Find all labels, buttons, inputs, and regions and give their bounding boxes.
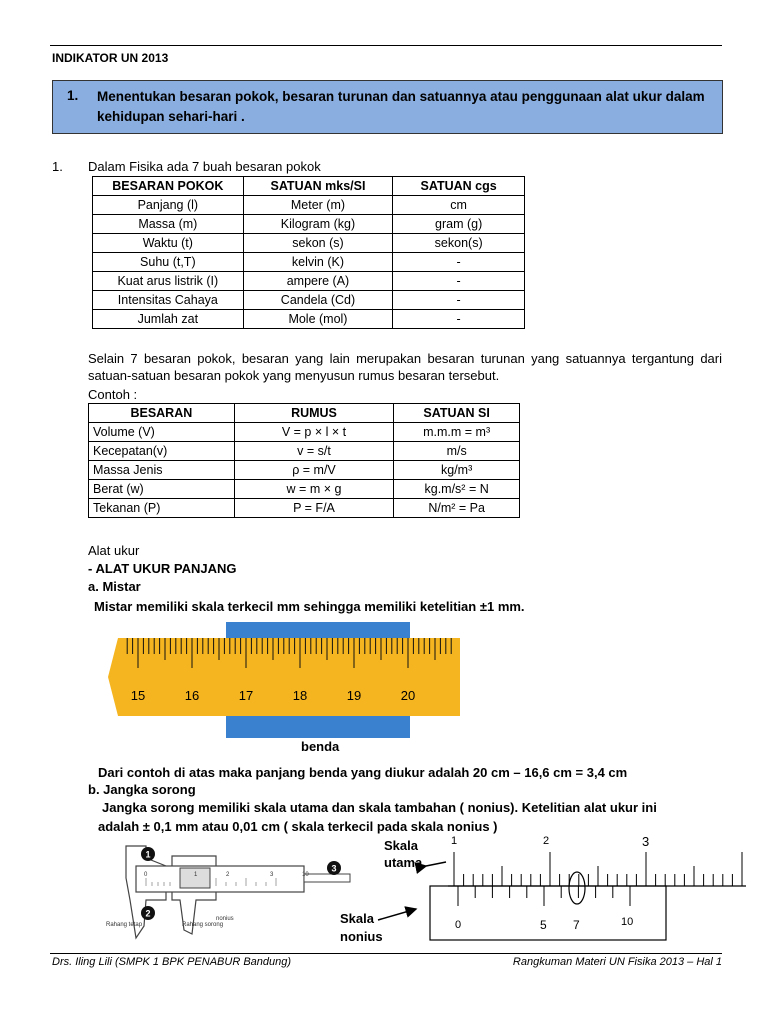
scale-1-label: 1: [194, 872, 198, 878]
table-cell: Volume (V): [89, 423, 235, 442]
skala-utama-label-1: Skala: [384, 838, 418, 853]
table-cell: Intensitas Cahaya: [93, 291, 244, 310]
measuring-subtitle: - ALAT UKUR PANJANG: [88, 561, 237, 576]
table-row: [93, 291, 525, 310]
indicator-text: Menentukan besaran pokok, besaran turunan dan satuannya atau penggunaan alat ukur dalam kehidupan sehari-hari .: [97, 89, 705, 124]
table-row: [89, 461, 520, 480]
table-cell: sekon (s): [243, 234, 393, 253]
footer-left: Drs. Iling Lili (SMPK 1 BPK PENABUR Bandung): [52, 956, 292, 968]
section-number: 1.: [52, 159, 63, 174]
footer-right: Rangkuman Materi UN Fisika 2013 – Hal 1: [512, 956, 722, 968]
mistar-title: a. Mistar: [88, 579, 141, 594]
ruler-label: 17: [238, 688, 254, 703]
table-cell: w = m × g: [234, 480, 394, 499]
table-cell: kg/m³: [394, 461, 520, 480]
measuring-title: Alat ukur: [88, 543, 140, 558]
ruler-figure: [108, 620, 460, 740]
nonius-number-7: 7: [573, 918, 580, 932]
nonius-label: nonius: [216, 916, 234, 922]
sorong-title: b. Jangka sorong: [88, 782, 196, 797]
table-row: [89, 442, 520, 461]
derived-quantities-table: [88, 403, 520, 518]
table-header-row: [89, 404, 520, 423]
indicator-box: [52, 80, 723, 134]
section-intro: Dalam Fisika ada 7 buah besaran pokok: [88, 159, 321, 174]
table-cell: ampere (A): [243, 272, 393, 291]
derived-intro: Selain 7 besaran pokok, besaran yang lain merupakan besaran turunan yang satuannya tergantung dari satuan-satuan besaran pokok yang menyusun rumus besaran tersebut.: [88, 351, 722, 383]
nonius-frame: [430, 886, 666, 940]
table-cell: ρ = m/V: [234, 461, 394, 480]
table-cell: Suhu (t,T): [93, 253, 244, 272]
table-cell: sekon(s): [393, 234, 525, 253]
table-cell: m.m.m = m³: [394, 423, 520, 442]
rahang-sorong-label: Rahang sorong: [182, 922, 224, 928]
table-cell: V = p × l × t: [234, 423, 394, 442]
table-row: [93, 272, 525, 291]
table-row: [93, 310, 525, 329]
example-label: Contoh :: [88, 387, 138, 402]
skala-nonius-label-2: nonius: [340, 929, 383, 944]
nonius-number-10: 10: [621, 916, 634, 928]
table-row: [93, 253, 525, 272]
scale-10-label: 10: [302, 872, 309, 878]
ruler-label: 19: [346, 688, 362, 703]
column-header: BESARAN POKOK: [93, 177, 244, 196]
column-header: RUMUS: [234, 404, 394, 423]
skala-nonius-label-1: Skala: [340, 911, 374, 926]
table-cell: Mole (mol): [243, 310, 393, 329]
ruler-label: 15: [130, 688, 146, 703]
table-cell: P = F/A: [234, 499, 394, 518]
main-scale-ticks: [454, 852, 742, 886]
scale-2-label: 2: [226, 872, 230, 878]
table-cell: m/s: [394, 442, 520, 461]
caliper-illustration: [106, 838, 362, 946]
table-cell: Kecepatan(v): [89, 442, 235, 461]
table-cell: kg.m/s² = N: [394, 480, 520, 499]
main-number-2: 2: [543, 835, 550, 847]
mistar-result: Dari contoh di atas maka panjang benda yang diukur adalah 20 cm – 16,6 cm = 3,4 cm: [98, 765, 628, 780]
table-cell: -: [393, 291, 525, 310]
nonius-number-0: 0: [455, 919, 462, 931]
scale-0-label: 0: [144, 872, 148, 878]
sorong-text-2: adalah ± 0,1 mm atau 0,01 cm ( skala terkecil pada skala nonius ): [98, 819, 498, 834]
table-row: [93, 234, 525, 253]
sorong-text-1: Jangka sorong memiliki skala utama dan skala tambahan ( nonius). Ketelitian alat ukur ini: [102, 800, 657, 815]
table-cell: Tekanan (P): [89, 499, 235, 518]
rahang-tetap-label: Rahang tetap: [106, 922, 143, 928]
nonius-number-5: 5: [540, 918, 547, 932]
table-row: [89, 499, 520, 518]
vernier-diagram: [378, 828, 748, 944]
ruler-label: 20: [400, 688, 416, 703]
mistar-text: Mistar memiliki skala terkecil mm sehingga memiliki ketelitian ±1 mm.: [94, 599, 525, 614]
table-cell: Kuat arus listrik (I): [93, 272, 244, 291]
table-row: [89, 480, 520, 499]
page-header: INDIKATOR UN 2013: [52, 51, 169, 65]
table-cell: Meter (m): [243, 196, 393, 215]
table-cell: Waktu (t): [93, 234, 244, 253]
column-header: SATUAN mks/SI: [243, 177, 393, 196]
main-number-1: 1: [451, 835, 458, 847]
table-cell: -: [393, 310, 525, 329]
main-number-3: 3: [642, 834, 650, 849]
indicator-number: 1.: [67, 88, 79, 103]
table-cell: -: [393, 272, 525, 291]
table-cell: Panjang (l): [93, 196, 244, 215]
table-cell: gram (g): [393, 215, 525, 234]
skala-utama-label-2: utama: [384, 855, 423, 870]
base-quantities-table: [92, 176, 525, 329]
main-scale-arrow: [426, 862, 446, 866]
footer-rule: [50, 953, 722, 954]
column-header: SATUAN SI: [394, 404, 520, 423]
ruler-label: 18: [292, 688, 308, 703]
table-cell: Massa Jenis: [89, 461, 235, 480]
table-cell: Berat (w): [89, 480, 235, 499]
callout-1: 1: [145, 849, 151, 860]
benda-label: benda: [301, 739, 340, 754]
callout-2: 2: [145, 908, 151, 919]
table-cell: kelvin (K): [243, 253, 393, 272]
table-cell: Massa (m): [93, 215, 244, 234]
nonius-arrow: [376, 904, 422, 926]
table-cell: -: [393, 253, 525, 272]
ruler-label: 16: [184, 688, 200, 703]
table-row: [89, 423, 520, 442]
column-header: SATUAN cgs: [393, 177, 525, 196]
table-cell: Kilogram (kg): [243, 215, 393, 234]
table-cell: Jumlah zat: [93, 310, 244, 329]
table-header-row: [93, 177, 525, 196]
column-header: BESARAN: [89, 404, 235, 423]
scale-3-label: 3: [270, 872, 274, 878]
table-cell: cm: [393, 196, 525, 215]
header-rule: [50, 45, 722, 46]
callout-3: 3: [331, 863, 337, 874]
table-row: [93, 196, 525, 215]
table-cell: N/m² = Pa: [394, 499, 520, 518]
table-cell: Candela (Cd): [243, 291, 393, 310]
table-row: [93, 215, 525, 234]
table-cell: v = s/t: [234, 442, 394, 461]
